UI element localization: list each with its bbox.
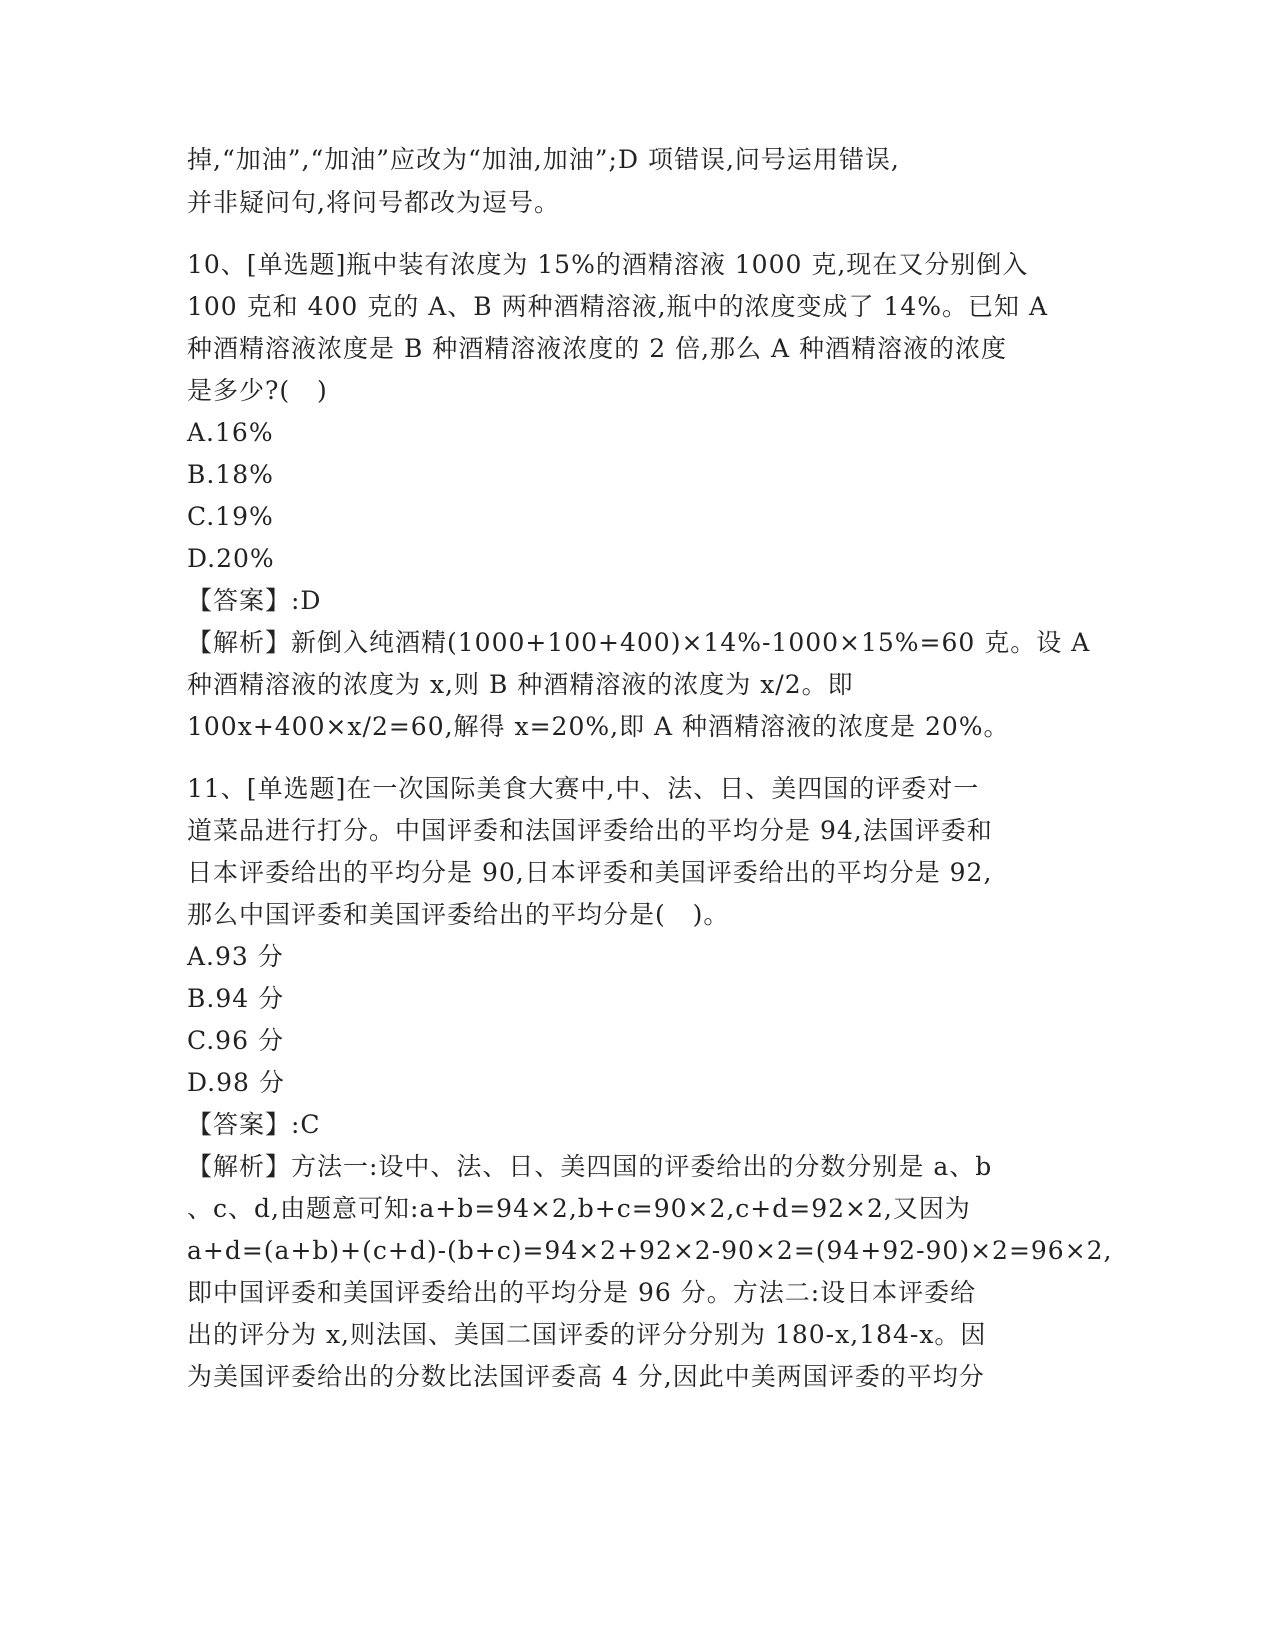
question-10-text-line-1: 10、[单选题]瓶中装有浓度为 15%的酒精溶液 1000 克,现在又分别倒入 [187,250,1029,279]
question-11-option-b: B.94 分 [187,984,285,1013]
question-11-answer: 【答案】:C [187,1110,321,1139]
question-10-option-c: C.19% [187,502,274,531]
question-11-text-line-4: 那么中国评委和美国评委给出的平均分是( )。 [187,900,730,929]
question-11-explanation-line-4: 即中国评委和美国评委给出的平均分是 96 分。方法二:设日本评委给 [187,1278,977,1307]
question-10-explanation-line-1: 【解析】新倒入纯酒精(1000+100+400)×14%-1000×15%=60 克。设 A [187,628,1091,657]
question-11-explanation-line-6: 为美国评委给出的分数比法国评委高 4 分,因此中美两国评委的平均分 [187,1362,985,1391]
question-10-option-b: B.18% [187,460,274,489]
question-11-text-line-2: 道菜品进行打分。中国评委和法国评委给出的平均分是 94,法国评委和 [187,816,993,845]
question-11-explanation-line-1: 【解析】方法一:设中、法、日、美四国的评委给出的分数分别是 a、b [187,1152,993,1181]
question-11-text-line-1: 11、[单选题]在一次国际美食大赛中,中、法、日、美四国的评委对一 [187,774,980,803]
prev-answer-explanation-line-1: 掉,“加油”,“加油”应改为“加油,加油”;D 项错误,问号运用错误, [187,145,900,174]
question-11-text-line-3: 日本评委给出的平均分是 90,日本评委和美国评委给出的平均分是 92, [187,858,993,887]
question-11-explanation-line-2: 、c、d,由题意可知:a+b=94×2,b+c=90×2,c+d=92×2,又因为 [187,1194,971,1223]
question-10-option-a: A.16% [187,418,274,447]
question-10-explanation-line-2: 种酒精溶液的浓度为 x,则 B 种酒精溶液的浓度为 x/2。即 [187,670,854,699]
question-10-text-line-3: 种酒精溶液浓度是 B 种酒精溶液浓度的 2 倍,那么 A 种酒精溶液的浓度 [187,334,1007,363]
question-11-option-a: A.93 分 [187,942,284,971]
question-11-option-d: D.98 分 [187,1068,285,1097]
question-11-option-c: C.96 分 [187,1026,284,1055]
question-10-text-line-4: 是多少?( ) [187,376,328,405]
question-11-explanation-line-5: 出的评分为 x,则法国、美国二国评委的评分分别为 180-x,184-x。因 [187,1320,987,1349]
prev-answer-explanation-line-2: 并非疑问句,将问号都改为逗号。 [187,188,560,217]
question-10-explanation-line-3: 100x+400×x/2=60,解得 x=20%,即 A 种酒精溶液的浓度是 20%。 [187,712,1010,741]
question-10-option-d: D.20% [187,544,275,573]
question-10-text-line-2: 100 克和 400 克的 A、B 两种酒精溶液,瓶中的浓度变成了 14%。已知 A [187,292,1049,321]
question-11-explanation-line-3: a+d=(a+b)+(c+d)-(b+c)=94×2+92×2-90×2=(94+92-90)×2=96×2, [187,1236,1113,1265]
question-10-answer: 【答案】:D [187,586,322,615]
